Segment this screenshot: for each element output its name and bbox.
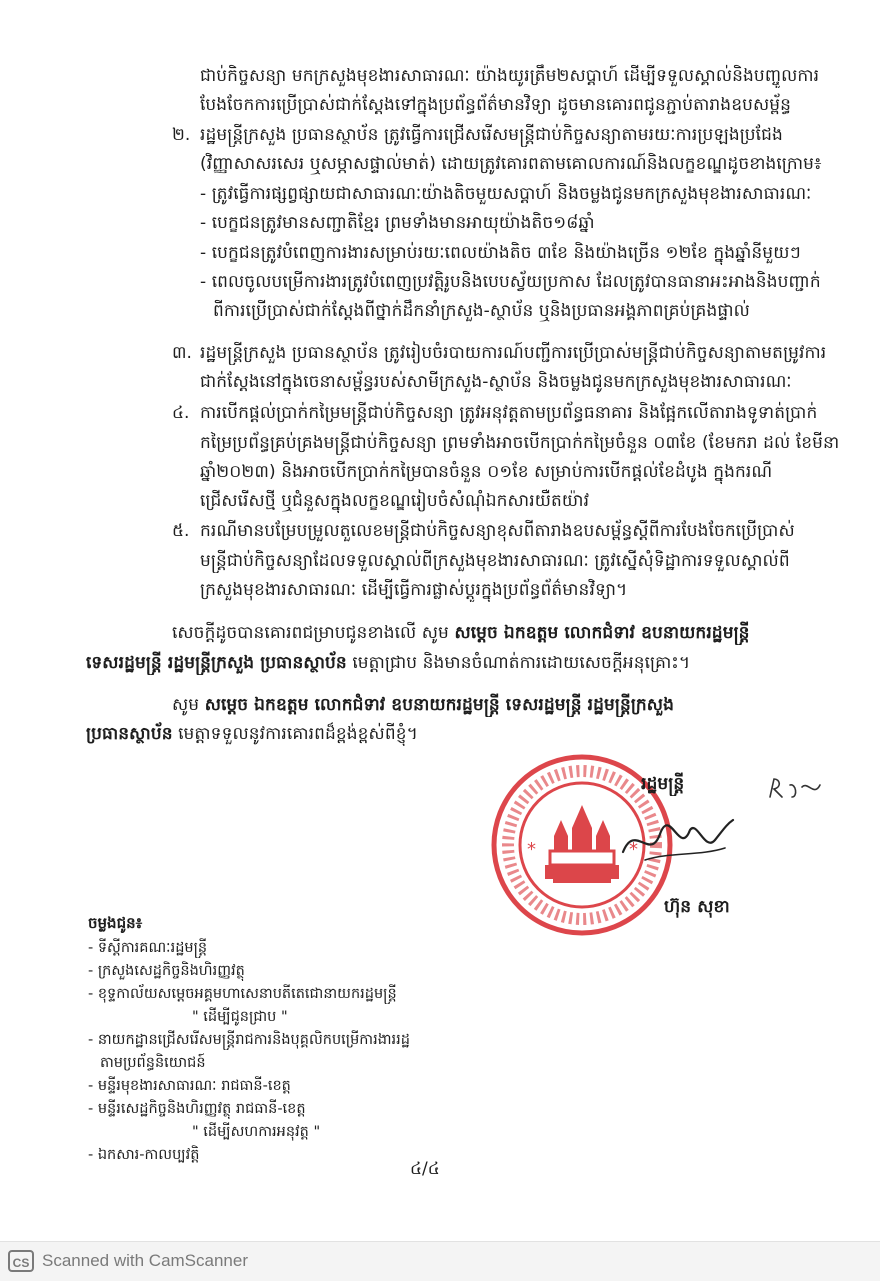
item-2-bullet-4: - ពេលចូលបម្រើការងារត្រូវបំពេញប្រវត្តិរូបនិងបេបស្វ័យប្រកាស ដែលត្រូវបានធានាអះអាងនិងបញ្ជាក់ (200, 272, 821, 292)
copies-item-5: - មន្ទីរមុខងារសាធារណៈ រាជធានី-ខេត្ត (88, 1078, 291, 1094)
closing-addressee: សម្តេច ឯកឧត្តម លោកជំទាវ ឧបនាយករដ្ឋមន្ត្រី ទេសរដ្ឋមន្ត្រី រដ្ឋមន្ត្រីក្រសួង (204, 695, 674, 715)
handwritten-signature (615, 812, 745, 872)
item-4-line-4: ជ្រើសរើសថ្មី ឬជំនួសក្នុងលក្ខខណ្ឌរៀបចំសំណុំឯកសារយឺតយ៉ាវ (200, 491, 590, 511)
initials-mark (766, 775, 826, 803)
item-4-line-3: ឆ្នាំ២០២៣) និងអាចបើកប្រាក់កម្រៃបានចំនួន ០១ខែ សម្រាប់ការបើកផ្តល់ខែដំបូង ក្នុងករណី (200, 462, 773, 482)
item-3-number: ៣. (172, 343, 192, 363)
item-2-bullet-1: - ត្រូវធ្វើការផ្សព្វផ្សាយជាសាធារណៈយ៉ាងតិចមួយសប្តាហ៍ និងចម្លងជូនមកក្រសួងមុខងារសាធារណៈ (200, 184, 812, 204)
copies-item-6-note: " ដើម្បីសហការអនុវត្ត " (192, 1124, 321, 1140)
item-2-bullet-3: - បេក្ខជនត្រូវបំពេញការងារសម្រាប់រយៈពេលយ៉ាងតិច ៣ខែ និងយ៉ាងច្រើន ១២ខែ ក្នុងឆ្នាំនីមួយៗ (200, 243, 801, 263)
item-4-line-1: ការបើកផ្តល់ប្រាក់កម្រៃមន្ត្រីជាប់កិច្ចសន្យា ត្រូវអនុវត្តតាមប្រព័ន្ធធនាគារ និងផ្អែកលើតារាងទូទាត់ប្រាក់ (200, 403, 818, 423)
item-4-line-2: កម្រៃប្រព័ន្ធគ្រប់គ្រងមន្ត្រីជាប់កិច្ចសន្យា ព្រមទាំងអាចបើកប្រាក់កម្រៃចំនួន ០៣ខែ (ខែមករា ដល់ ខែមីនា (200, 433, 840, 453)
copies-item-7: - ឯកសារ-កាលប្បវត្តិ (88, 1147, 200, 1163)
copies-item-1: - ទីស្តីការគណៈរដ្ឋមន្ត្រី (88, 940, 208, 956)
copies-item-6: - មន្ទីរសេដ្ឋកិច្ចនិងហិរញ្ញវត្ថុ រាជធានី-ខេត្ត (88, 1101, 306, 1117)
scanner-watermark: Scanned with CamScanner (42, 1251, 249, 1270)
closing-addressee-cont: ប្រធានស្ថាប័ន (86, 724, 173, 744)
item-5-line-2: មន្ត្រីជាប់កិច្ចសន្យាដែលទទួលស្គាល់ពីក្រសួងមុខងារសាធារណៈ ត្រូវស្នើសុំទិដ្ឋាការទទួលស្គាល់ពី (200, 551, 790, 571)
camscanner-icon: CS (8, 1250, 34, 1272)
item-5-line-1: ករណីមានបម្រែបម្រួលតួលេខមន្ត្រីជាប់កិច្ចសន្យាខុសពីតារាងឧបសម្ព័ន្ធស្តីពីការបែងចែកប្រើប្រាស់ (200, 521, 795, 541)
item-2-number: ២. (172, 125, 191, 145)
svg-text:*: * (629, 839, 638, 860)
page-number: ៤/៤ (410, 1159, 440, 1179)
item-4-number: ៤. (172, 403, 190, 423)
conclusion-addressee-cont: ទេសរដ្ឋមន្ត្រី រដ្ឋមន្ត្រីក្រសួង ប្រធានស្ថាប័ន (86, 653, 347, 673)
item1-line-1: ជាប់កិច្ចសន្យា មកក្រសួងមុខងារសាធារណៈ យ៉ាងយូរត្រឹម២សប្តាហ៍ ដើម្បីទទួលស្គាល់និងបញ្ចូលការ (200, 66, 820, 86)
item-2-bullet-2: - បេក្ខជនត្រូវមានសញ្ជាតិខ្មែរ ព្រមទាំងមានអាយុយ៉ាងតិច១៨ឆ្នាំ (200, 213, 595, 233)
copies-item-4: - នាយកដ្ឋានជ្រើសរើសមន្ត្រីរាជការនិងបុគ្គលិកបម្រើការងាររដ្ឋ (88, 1032, 410, 1048)
item-5-line-3: ក្រសួងមុខងារសាធារណៈ ដើម្បីធ្វើការផ្លាស់ប្តូរក្នុងប្រព័ន្ធព័ត៌មានវិទ្យា។ (200, 580, 628, 600)
signatory-name: ហ៊ុន សុខា (664, 897, 730, 917)
closing-text-cont: មេត្តាទទួលនូវការគោរពដ៏ខ្ពង់ខ្ពស់ពីខ្ញុំ។ (172, 724, 418, 744)
closing-line-1 (172, 693, 860, 717)
item1-line-2: បែងចែកការប្រើប្រាស់ជាក់ស្តែងទៅក្នុងប្រព័ន្ធព័ត៌មានវិទ្យា ដូចមានគោរពជូនភ្ជាប់តារាងឧបសម្ព័ន្ធ (200, 95, 792, 115)
item-2-line-2: (វិញ្ញាសាសរសេរ ឬសម្ភាសផ្ទាល់មាត់) ដោយត្រូវគោរពតាមគោលការណ៍និងលក្ខខណ្ឌដូចខាងក្រោម៖ (200, 154, 822, 174)
scanner-footer (0, 1241, 880, 1281)
conclusion-text-cont: មេត្តាជ្រាប និងមានចំណាត់ការដោយសេចក្តីអនុគ្រោះ។ (346, 653, 691, 673)
conclusion-line-1 (172, 621, 860, 645)
item-2-bullet-4-cont: ពីការប្រើប្រាស់ជាក់ស្តែងពីថ្នាក់ដឹកនាំក្រសួង-ស្ថាប័ន ឬនិងប្រធានអង្គភាពគ្រប់គ្រងផ្ទាល់ (213, 301, 750, 321)
copies-item-2: - ក្រសួងសេដ្ឋកិច្ចនិងហិរញ្ញវត្ថុ (88, 963, 245, 979)
signatory-title: រដ្ឋមន្ត្រី (641, 774, 685, 794)
copies-item-3: - ខុទ្ទកាល័យសម្តេចអគ្គមហាសេនាបតីតេជោនាយករដ្ឋមន្ត្រី (88, 986, 397, 1002)
item-3-line-2: ជាក់ស្តែងនៅក្នុងចេនាសម្ព័ន្ធរបស់សាមីក្រសួង-ស្ថាប័ន និងចម្លងជូនមកក្រសួងមុខងារសាធារណៈ (200, 372, 792, 392)
closing-line-2 (86, 722, 786, 746)
conclusion-text: សេចក្តីដូចបានគោរពជម្រាបជូនខាងលើ សូម (172, 623, 455, 643)
copies-item-4-cont: តាមប្រព័ន្ធនិយោជន៍ (100, 1055, 206, 1071)
conclusion-addressee: សម្តេច ឯកឧត្តម លោកជំទាវ ឧបនាយករដ្ឋមន្ត្រី (454, 623, 750, 643)
conclusion-line-2 (86, 651, 860, 675)
copies-title: ចម្លងជូន៖ (88, 914, 143, 932)
item-2-line-1: រដ្ឋមន្ត្រីក្រសួង ប្រធានស្ថាប័ន ត្រូវធ្វើការជ្រើសរើសមន្ត្រីជាប់កិច្ចសន្យាតាមរយៈការប្រឡងប្រជែង (200, 125, 783, 145)
svg-text:*: * (527, 839, 536, 860)
item-3-line-1: រដ្ឋមន្ត្រីក្រសួង ប្រធានស្ថាប័ន ត្រូវរៀបចំរបាយការណ៍បញ្ជីការប្រើប្រាស់មន្ត្រីជាប់កិច្ចសន្យាតាមតម្រូវការ (200, 343, 827, 363)
copies-item-3-note: " ដើម្បីជូនជ្រាប " (192, 1009, 288, 1025)
closing-text: សូម (172, 695, 205, 715)
item-5-number: ៥. (172, 521, 190, 541)
